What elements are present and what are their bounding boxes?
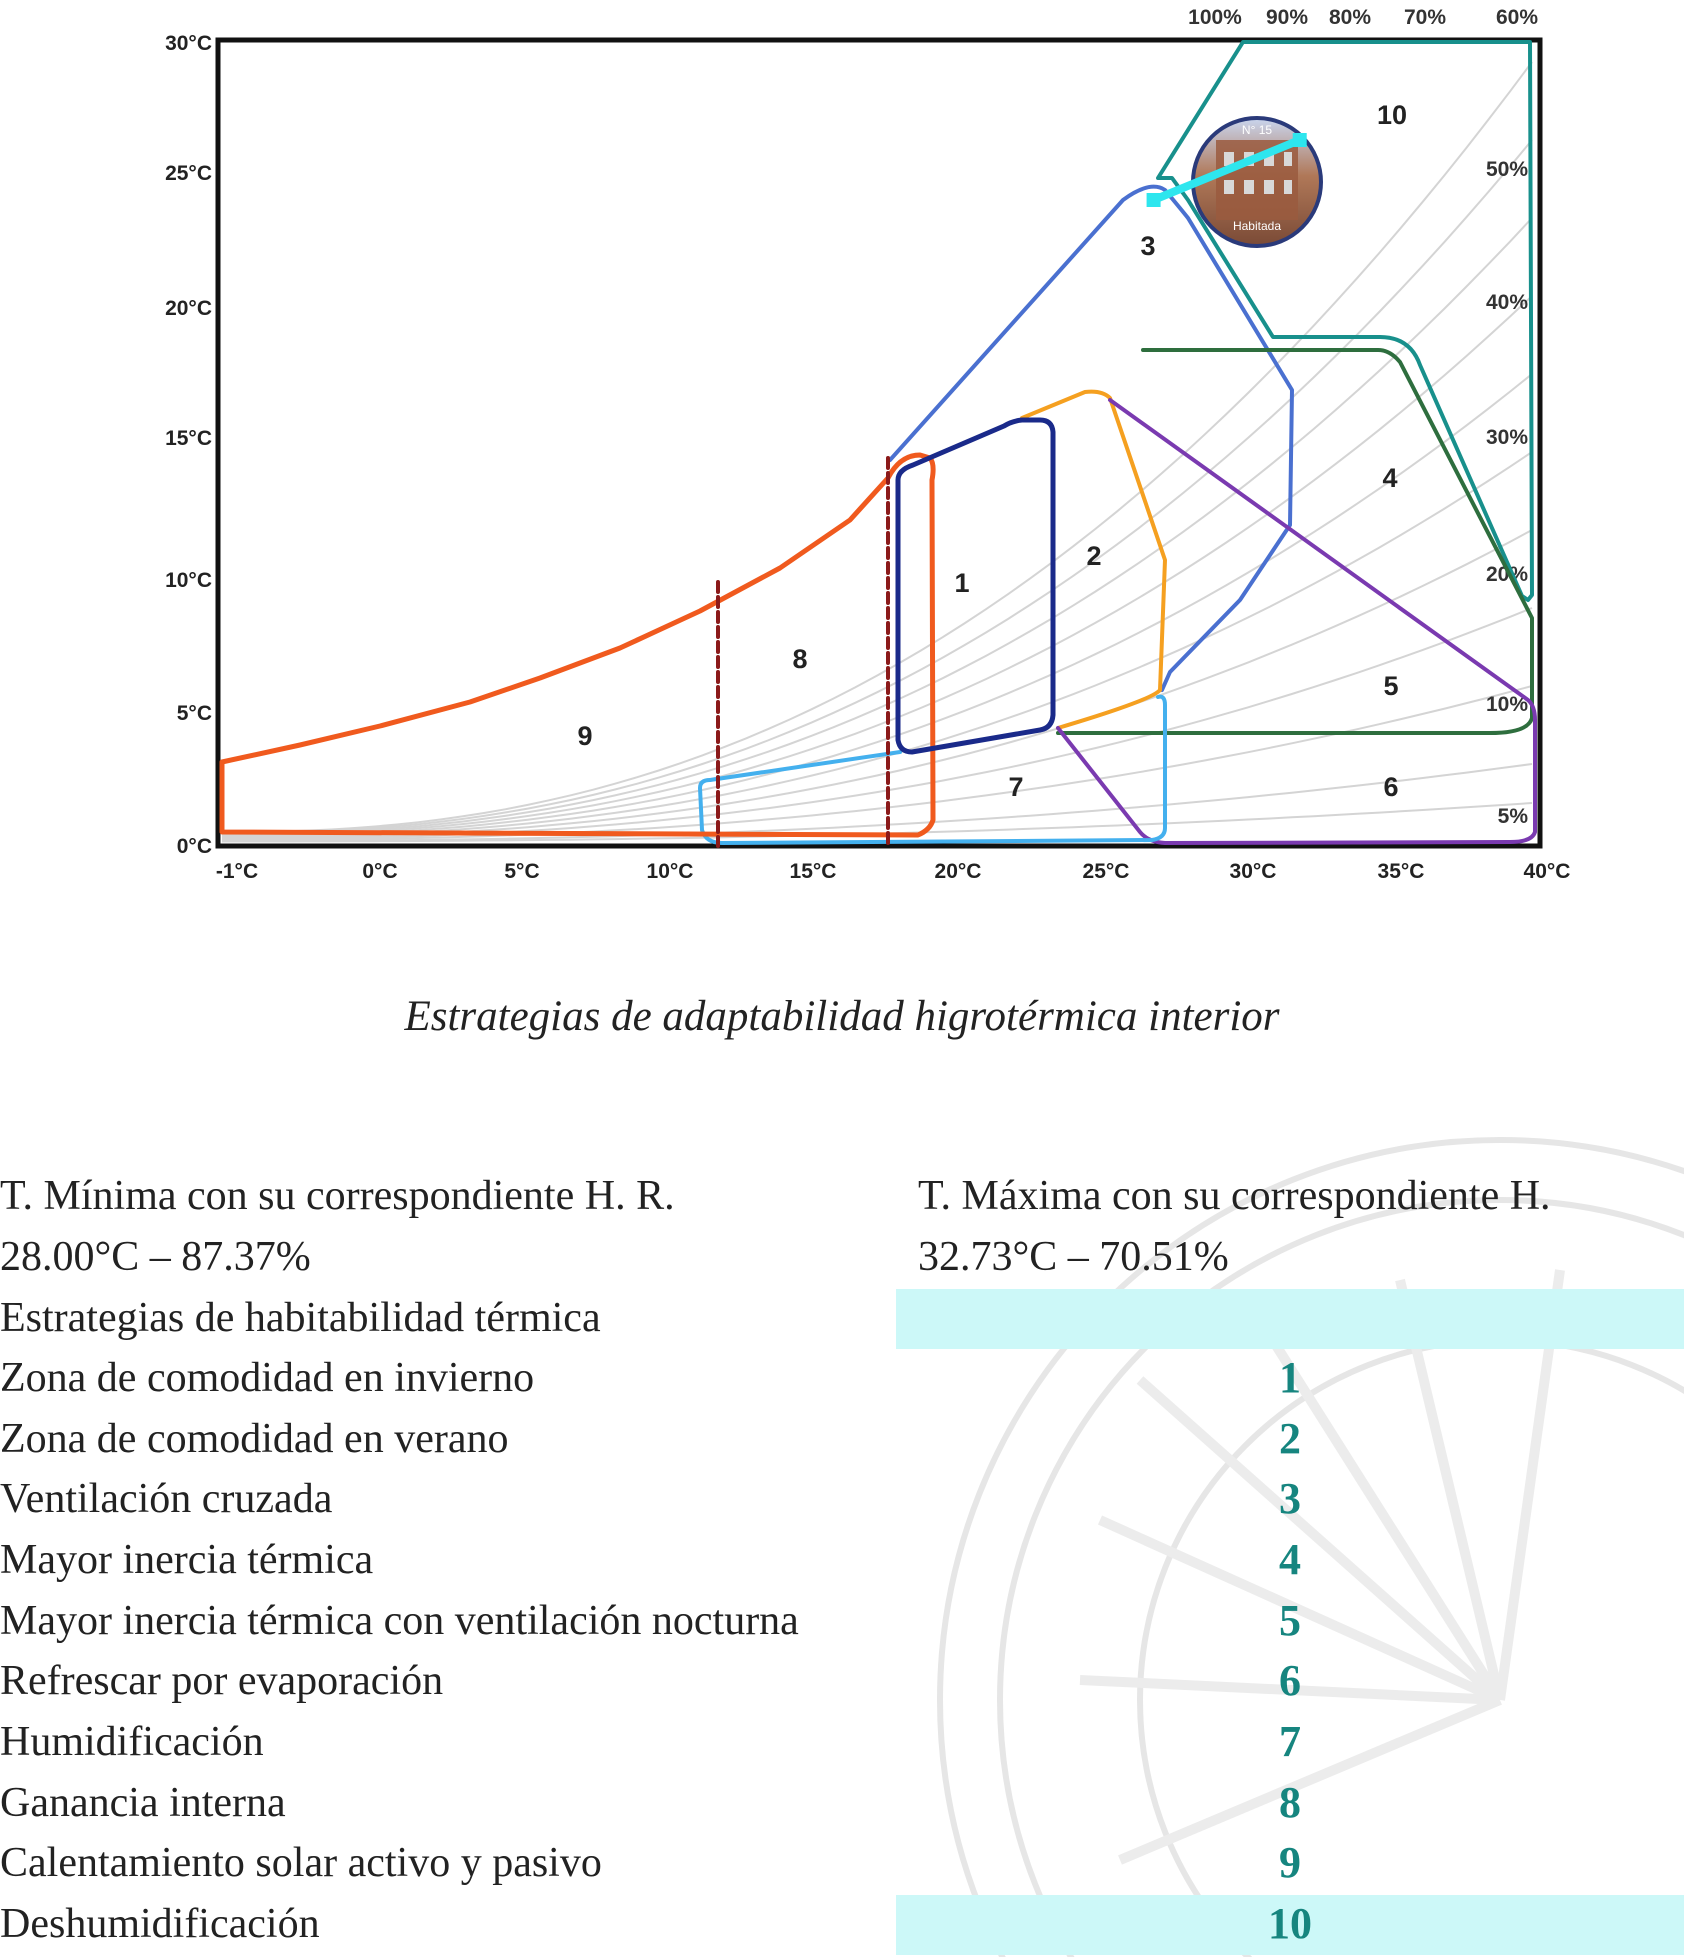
strategy-number: 10 xyxy=(1268,1899,1312,1948)
zone-label-4: 4 xyxy=(1382,463,1398,493)
relative-humidity-curves xyxy=(222,62,1532,842)
strategy-name: Ventilación cruzada xyxy=(0,1476,333,1522)
zone-label-7: 7 xyxy=(1008,772,1024,802)
strategies-header: Estrategias de habitabilidad térmica xyxy=(0,1295,601,1341)
header-highlight xyxy=(896,1289,1684,1349)
x-tick-label: 0°C xyxy=(362,860,398,883)
rh-labels-top xyxy=(1188,6,1538,29)
strategy-number: 4 xyxy=(1279,1535,1301,1584)
zone-1-outline xyxy=(898,420,1053,752)
rh-label: 80% xyxy=(1328,6,1372,29)
y-tick-label: 0°C xyxy=(176,835,212,858)
x-tick-label: 20°C xyxy=(934,860,982,883)
zone-label-9: 9 xyxy=(577,721,593,751)
max-temp-label: T. Máxima con su correspondiente H. xyxy=(918,1173,1551,1219)
y-tick-label: 25°C xyxy=(165,162,212,185)
strategy-name: Mayor inercia térmica con ventilación nocturna xyxy=(0,1598,799,1644)
rh-curve xyxy=(222,374,1532,836)
badge-bottom-text: Habitada xyxy=(1232,219,1282,233)
strategy-name: Humidificación xyxy=(0,1719,264,1765)
zone-4-outline xyxy=(1058,350,1532,733)
strategy-number: 7 xyxy=(1279,1717,1301,1766)
measured-min-marker xyxy=(1147,193,1161,207)
y-tick-label: 10°C xyxy=(165,569,212,592)
zone-label-10: 10 xyxy=(1376,100,1408,130)
strategy-name: Zona de comodidad en invierno xyxy=(0,1355,535,1401)
psychrometric-chart xyxy=(0,0,1684,900)
x-tick-label: 10°C xyxy=(646,860,694,883)
rh-label: 60% xyxy=(1495,6,1539,29)
zone-3-outline xyxy=(890,187,1292,690)
rh-label: 90% xyxy=(1265,6,1309,29)
strategy-number: 1 xyxy=(1279,1353,1301,1402)
min-temp-label: T. Mínima con su correspondiente H. R. xyxy=(0,1173,675,1219)
zone-label-2: 2 xyxy=(1086,541,1102,571)
zone-label-1: 1 xyxy=(954,568,970,598)
x-tick-label: 35°C xyxy=(1377,860,1425,883)
strategy-number: 8 xyxy=(1279,1778,1301,1827)
y-tick-label: 15°C xyxy=(165,427,212,450)
x-tick-label: 15°C xyxy=(789,860,837,883)
strategy-name: Refrescar por evaporación xyxy=(0,1658,444,1704)
measured-max-marker xyxy=(1293,133,1307,147)
rh-curve xyxy=(222,452,1532,837)
strategy-name: Deshumidificación xyxy=(0,1901,320,1947)
x-tick-label: 5°C xyxy=(504,860,540,883)
strategy-name: Mayor inercia térmica xyxy=(0,1537,374,1583)
y-tick-label: 5°C xyxy=(176,702,212,725)
badge-top-text: N° 15 xyxy=(1241,123,1273,137)
x-tick-label: -1°C xyxy=(215,860,259,883)
zone-label-8: 8 xyxy=(792,644,808,674)
zone-label-5: 5 xyxy=(1383,671,1399,701)
zone-label-6: 6 xyxy=(1383,772,1399,802)
rh-curve xyxy=(222,608,1532,839)
strategy-number: 5 xyxy=(1279,1596,1301,1645)
rh-label: 30% xyxy=(1485,426,1528,449)
min-temp-value: 28.00°C – 87.37% xyxy=(0,1234,311,1280)
strategy-number: 6 xyxy=(1279,1656,1301,1705)
rh-label: 5% xyxy=(1497,805,1528,828)
rh-label: 20% xyxy=(1485,563,1528,586)
rh-label: 50% xyxy=(1485,158,1528,181)
y-axis-ticks xyxy=(165,32,212,858)
strategy-name: Calentamiento solar activo y pasivo xyxy=(0,1840,602,1886)
y-tick-label: 30°C xyxy=(165,32,212,55)
zone-10-outline xyxy=(1158,42,1532,600)
strategy-number: 2 xyxy=(1279,1414,1301,1463)
strategy-number: 3 xyxy=(1279,1474,1301,1523)
rh-label: 100% xyxy=(1188,6,1242,29)
x-tick-label: 25°C xyxy=(1082,860,1130,883)
x-axis-ticks xyxy=(216,860,1571,883)
figure-caption: Estrategias de adaptabilidad higrotérmica interior xyxy=(404,993,1280,1040)
strategy-name: Zona de comodidad en verano xyxy=(0,1416,509,1462)
x-tick-label: 30°C xyxy=(1229,860,1277,883)
strategy-name: Ganancia interna xyxy=(0,1780,286,1826)
zone-label-3: 3 xyxy=(1140,231,1156,261)
y-tick-label: 20°C xyxy=(165,297,212,320)
max-temp-value: 32.73°C – 70.51% xyxy=(918,1234,1229,1280)
strategy-number: 9 xyxy=(1279,1838,1301,1887)
x-tick-label: 40°C xyxy=(1523,860,1571,883)
rh-label: 70% xyxy=(1403,6,1447,29)
rh-label: 40% xyxy=(1485,291,1528,314)
rh-label: 10% xyxy=(1485,693,1528,716)
zone-9-outline xyxy=(222,455,933,835)
